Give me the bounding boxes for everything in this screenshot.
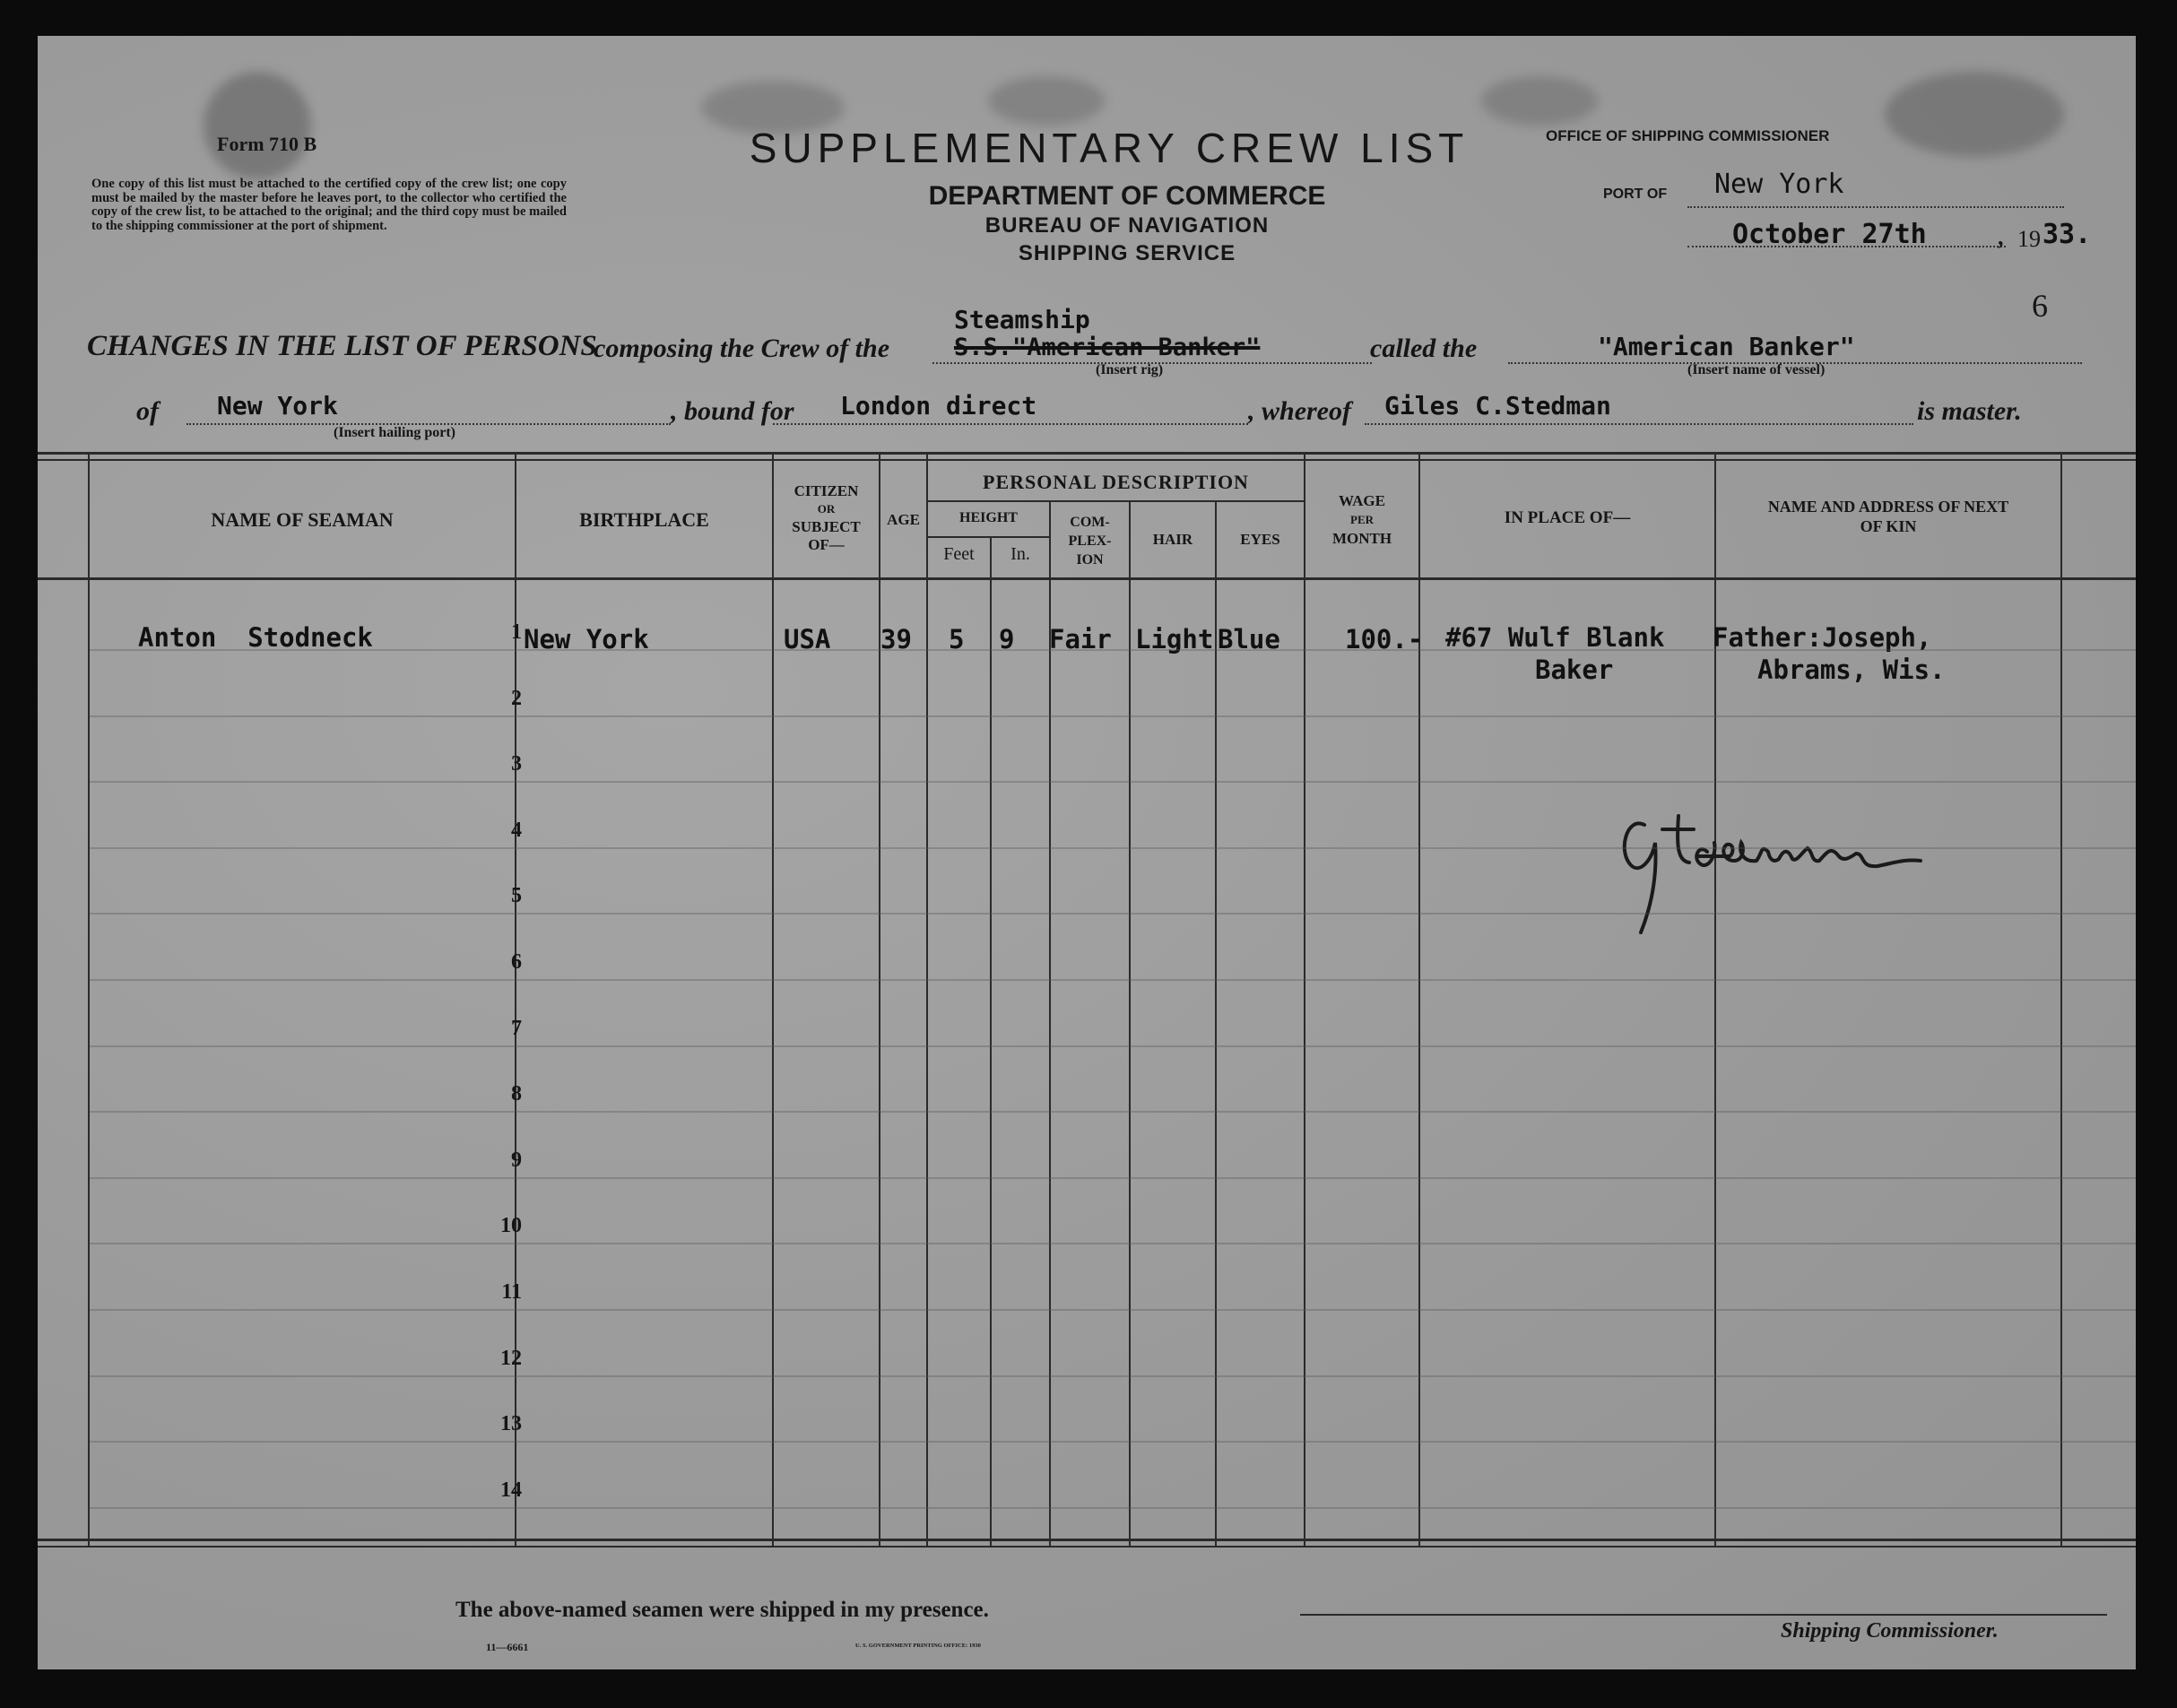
col-line <box>1418 452 1420 1548</box>
rig-value: Steamship <box>954 305 1090 334</box>
bound-label: , bound for <box>671 396 794 426</box>
col-line <box>1049 500 1051 1548</box>
cell-in-place-role: Baker <box>1535 655 1614 685</box>
cell-kin-address: Abrams, Wis. <box>1757 655 1946 685</box>
row-rule <box>90 913 2136 915</box>
cell-wage: 100.- <box>1345 624 1424 655</box>
col-line <box>926 452 928 1548</box>
cell-eyes: Blue <box>1218 624 1280 655</box>
table-bottom-border-2 <box>38 1546 2136 1548</box>
vessel-hint: (Insert name of vessel) <box>1687 362 1826 377</box>
cell-name: Anton Stodneck <box>138 622 373 653</box>
stain <box>988 76 1105 126</box>
row-rule <box>90 1375 2136 1377</box>
col-line <box>88 452 90 1548</box>
header-wage-3: MONTH <box>1331 530 1392 547</box>
row-rule <box>90 649 2136 651</box>
year-prefix: 19 <box>2017 226 2041 252</box>
form-code: 11—6661 <box>486 1641 529 1653</box>
row-number: 2 <box>511 686 522 710</box>
header-age: AGE <box>887 511 920 528</box>
row-number: 14 <box>500 1478 522 1502</box>
col-line <box>1215 500 1217 1548</box>
changes-mid: composing the Crew of the <box>594 334 890 363</box>
header-wage <box>1305 491 1418 548</box>
row-number: 6 <box>511 950 522 974</box>
row-number: 13 <box>500 1412 522 1436</box>
dept-line-2: BUREAU OF NAVIGATION <box>984 213 1270 238</box>
rig-struck-value: S.S."American Banker" <box>954 334 1261 361</box>
dept-line-1: DEPARTMENT OF COMMERCE <box>928 181 1326 211</box>
rig-hint: (Insert rig) <box>1096 362 1164 377</box>
header-name: NAME OF SEAMAN <box>211 508 394 531</box>
vessel-value: "American Banker" <box>1598 332 1855 361</box>
col-line <box>1714 452 1716 1548</box>
header-citizen-1: CITIZEN <box>794 482 859 499</box>
header-in-place: IN PLACE OF— <box>1504 508 1631 527</box>
table-top-border-2 <box>38 459 2136 461</box>
height-sub-border <box>926 536 1049 538</box>
called-label: called the <box>1370 334 1478 363</box>
row-number: 1 <box>511 620 522 644</box>
port-label: PORT OF <box>1603 186 1668 202</box>
signature-mark <box>1609 789 1967 941</box>
header-eyes: EYES <box>1240 531 1280 548</box>
form-number: Form 710 B <box>217 133 317 155</box>
col-line <box>879 452 880 1548</box>
cell-in-place: #67 Wulf Blank <box>1445 622 1665 653</box>
row-rule <box>90 1177 2136 1179</box>
header-birthplace: BIRTHPLACE <box>579 508 709 531</box>
header-inches: In. <box>1010 544 1030 564</box>
row-rule <box>90 1309 2136 1311</box>
master-label: is master. <box>1917 396 2022 426</box>
stain <box>1481 76 1598 126</box>
table-bottom-border <box>38 1539 2136 1541</box>
header-citizen-4: OF— <box>808 536 845 553</box>
row-number: 12 <box>500 1346 522 1370</box>
row-rule <box>90 715 2136 717</box>
row-rule <box>90 1045 2136 1047</box>
cell-citizen: USA <box>784 624 831 655</box>
col-line <box>515 452 516 1548</box>
cell-kin: Father:Joseph, <box>1713 622 1932 653</box>
header-personal: PERSONAL DESCRIPTION <box>983 471 1249 493</box>
row-rule <box>90 781 2136 783</box>
header-kin-2: OF KIN <box>1860 517 1917 535</box>
header-citizen <box>774 482 879 554</box>
office-label: OFFICE OF SHIPPING COMMISSIONER <box>1546 127 1830 144</box>
date-comma: , <box>1998 224 2004 250</box>
cell-complexion: Fair <box>1049 624 1112 655</box>
stain <box>204 72 311 179</box>
cell-hair: Light <box>1135 624 1214 655</box>
changes-lead: CHANGES IN THE LIST OF PERSONS <box>87 330 597 362</box>
header-complexion-1: COM- <box>1070 515 1110 530</box>
header-height: HEIGHT <box>959 510 1018 525</box>
col-line <box>1304 452 1305 1548</box>
header-complexion-2: PLEX- <box>1068 533 1112 549</box>
footer-statement: The above-named seamen were shipped in my presence. <box>455 1598 989 1622</box>
row-number: 7 <box>511 1016 522 1040</box>
cell-birthplace: New York <box>524 624 649 655</box>
page-number: 6 <box>2032 288 2048 324</box>
row-number: 3 <box>511 752 522 776</box>
header-wage-1: WAGE <box>1339 492 1385 509</box>
row-number: 11 <box>501 1280 522 1304</box>
hailing-hint: (Insert hailing port) <box>334 425 455 440</box>
header-wage-2: PER <box>1350 513 1374 526</box>
row-rule <box>90 847 2136 849</box>
bound-line <box>773 423 1248 425</box>
cell-age: 39 <box>880 624 912 655</box>
row-rule <box>90 1441 2136 1443</box>
header-citizen-3: SUBJECT <box>792 518 861 535</box>
hailing-value: New York <box>217 391 338 420</box>
header-complexion <box>1051 513 1129 569</box>
row-number: 9 <box>511 1148 522 1172</box>
row-number: 10 <box>500 1214 522 1238</box>
cell-inches: 9 <box>999 624 1015 655</box>
col-line <box>1129 500 1131 1548</box>
cell-feet: 5 <box>949 624 965 655</box>
row-number: 8 <box>511 1082 522 1106</box>
bound-value: London direct <box>840 391 1037 420</box>
header-complexion-3: ION <box>1076 552 1104 568</box>
personal-sub-border <box>926 500 1304 502</box>
signature-line <box>1300 1614 2107 1616</box>
row-number: 5 <box>511 884 522 908</box>
port-line <box>1687 206 2064 208</box>
row-rule <box>90 1111 2136 1113</box>
header-bottom-border <box>38 577 2136 580</box>
col-line <box>2060 452 2062 1548</box>
form-title: SUPPLEMENTARY CREW LIST <box>749 125 1470 171</box>
signature-text <box>1472 843 1473 844</box>
header-feet: Feet <box>943 544 975 564</box>
header-kin-1: NAME AND ADDRESS OF NEXT <box>1767 498 2009 516</box>
master-line <box>1365 423 1913 425</box>
dept-line-3: SHIPPING SERVICE <box>1018 241 1236 265</box>
header-citizen-2: OR <box>817 502 836 516</box>
stain <box>1885 72 2064 157</box>
date-value: October 27th <box>1732 219 1927 250</box>
printer-line: U. S. GOVERNMENT PRINTING OFFICE: 1930 <box>855 1643 981 1649</box>
row-rule <box>90 1507 2136 1509</box>
crew-list-document <box>38 36 2136 1669</box>
row-number: 4 <box>511 818 522 842</box>
port-value: New York <box>1714 169 1844 200</box>
row-rule <box>90 1243 2136 1244</box>
header-kin <box>1716 497 2060 536</box>
signature-label: Shipping Commissioner. <box>1781 1619 1999 1643</box>
whereof-label: , whereof <box>1248 396 1351 426</box>
year-value: 33. <box>2043 219 2092 250</box>
row-rule <box>90 979 2136 981</box>
form-instructions: One copy of this list must be attached to the certified copy of the crew list; one copy must be mailed by the master before he leaves port, to the collector who certified the copy of the crew list, to be attached to the original; and the third copy must be mailed to the shipping commissioner at the port of shipment. <box>91 177 567 233</box>
master-value: Giles C.Stedman <box>1384 391 1611 420</box>
col-line <box>772 452 774 1548</box>
table-top-border <box>38 452 2136 455</box>
col-line <box>990 536 992 1548</box>
of-label: of <box>136 396 159 426</box>
header-hair: HAIR <box>1152 531 1193 548</box>
